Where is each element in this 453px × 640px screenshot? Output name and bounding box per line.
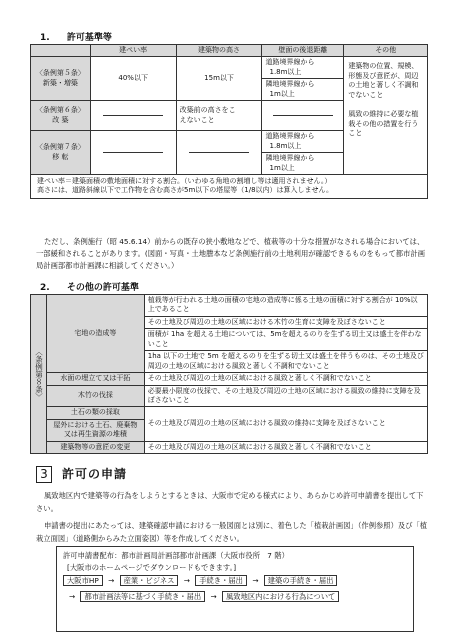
row-label: 〈条例第６条〉 改 築: [31, 101, 91, 131]
side-label: 〈条例第８条〉: [34, 347, 44, 401]
section3-para2: 申請書の提出にあたっては、建築確認申請における一般図面とは別に、着色した「植栽計画図」（作例参照）及び「植栽立面図」（道路側からみた立面姿図）等を作成してください。: [36, 521, 428, 543]
setback-cell: 道路境界線から 1.8m以上 隣地境界線から 1m以上: [262, 57, 344, 101]
criteria-label: 屋外における土石、廃棄物又は再生資源の堆積: [46, 419, 144, 441]
table-header-other: その他: [344, 45, 428, 57]
arrow-icon: →: [183, 576, 190, 586]
section3-heading: [36, 466, 127, 483]
table-header-setback: 壁面の後退距離: [262, 45, 344, 57]
table-row: [31, 373, 428, 385]
table-row: [31, 407, 428, 419]
criteria-item: その土地及び周辺の土地の区域における木竹の生育に支障を及ぼさないこと: [144, 316, 427, 328]
other-cell: 建築物の位置、規模、形態及び意匠が、周辺の土地と著しく不調和でないこと 風致の維持に必要な植栽その他の措置を行うこと: [344, 57, 428, 175]
section1-title: 許可基準等: [66, 33, 112, 43]
arrow-icon: →: [210, 592, 217, 602]
bcr-cell: [90, 131, 176, 175]
table-footnote-row: [31, 174, 428, 198]
section2-title: その他の許可基準: [66, 283, 139, 293]
row-label: 〈条例第７条〉 移 転: [31, 131, 91, 175]
criteria-label: 宅地の造成等: [46, 295, 144, 373]
bcr-cell: 40%以下: [90, 57, 176, 101]
table-row: [31, 441, 428, 453]
arrow-icon: →: [108, 576, 115, 586]
section2-heading: [40, 282, 139, 294]
setback-cell: [262, 101, 344, 131]
side-label-cell: [31, 295, 47, 454]
table-header-bcr: 建ぺい率: [90, 45, 176, 57]
table-row: [31, 295, 428, 317]
criteria-item: 植栽等が行われる土地の面積の宅地の造成等に係る土地の面積に対する割合が 10%以上であること: [144, 295, 427, 317]
section3-number: 3: [36, 466, 52, 483]
nav-link-industry-business[interactable]: 産業・ビジネス: [120, 575, 179, 586]
criteria-label: 木竹の伐採: [46, 385, 144, 407]
criteria-label: 水面の埋立て又は干拓: [46, 373, 144, 385]
section3-title: 許可の申請: [62, 467, 128, 482]
download-note: [大阪市のホームページでダウンロードもできます。]: [67, 562, 237, 572]
footnote-height: 高さには、道路斜線以下で工作物を含む高さが5m以下の塔屋等（1/8以内）は算入しません。: [37, 186, 333, 195]
permit-criteria-table: [30, 44, 428, 199]
criteria-label: 建築物等の意匠の変更: [46, 441, 144, 453]
section1-number: 1.: [40, 33, 50, 43]
setback-cell: 道路境界線から 1.8m以上 隣地境界線から 1m以上: [262, 131, 344, 175]
criteria-item: その土地及び周辺の土地の区域における風致と著しく不調和でないこと: [144, 373, 427, 385]
nav-link-procedures[interactable]: 手続き・届出: [195, 575, 247, 586]
nav-path-line2: [63, 591, 407, 603]
table-header-height: 建築物の高さ: [176, 45, 262, 57]
height-cell: [176, 131, 262, 175]
nav-link-building-procedures[interactable]: 建築の手続き・届出: [264, 575, 338, 586]
height-cell: 改築前の高さをこ えないこと: [176, 101, 262, 131]
nav-link-osaka-hp[interactable]: 大阪市HP: [63, 575, 103, 586]
criteria-item: 面積が 1ha を超える土地については、5mを超えるのりを生ずる切土又は盛土を伴わないこと: [144, 329, 427, 351]
nav-link-city-planning-procedures[interactable]: 都市計画法等に基づく手続き・届出: [80, 591, 205, 602]
row-label: 〈条例第５条〉 新築・増築: [31, 57, 91, 101]
footnote-bcr: 建ぺい率＝建築面積の敷地面積に対する割合。（いわゆる角地の割増し等は適用されません。）: [37, 176, 332, 185]
table-row: [31, 385, 428, 407]
criteria-item: その土地及び周辺の土地の区域における風致の維持に支障を及ぼさないこと: [144, 407, 427, 441]
arrow-icon: →: [69, 592, 76, 602]
arrow-icon: →: [252, 576, 259, 586]
bcr-cell: [90, 101, 176, 131]
section3-para1: 風致地区内で建築等の行為をしようとするときは、大阪市で定める様式により、あらかじめ許可申請書を提出して下さい。: [36, 491, 424, 513]
criteria-item: 1ha 以下の土地で 5m を超えるのりを生ずる切土又は盛土を伴うものは、その土地及び周辺の土地の区域における風致と著しく不調和でないこと: [144, 351, 427, 373]
section1-heading: [40, 32, 112, 44]
section2-number: 2.: [40, 283, 50, 293]
table-header-blank: [31, 45, 91, 57]
table-row: [31, 57, 428, 101]
criteria-label: 土石の類の採取: [46, 407, 144, 419]
section1-note: ただし、条例施行（昭 45.6.14）前からの既存の狭小敷地などで、植栽等の十分な措置がなされる場合においては、一部緩和されることがあります。(図面・写真・土地謄本など条例施行前の土地利用が確認できるものをもって都市計画局計画部都市計画課に相談してください。）: [36, 237, 425, 271]
other-criteria-table: [30, 294, 428, 454]
height-cell: 15m以下: [176, 57, 262, 101]
criteria-item: その土地及び周辺の土地の区域における風致と著しく不調和でないこと: [144, 441, 427, 453]
criteria-item: 必要最小限度の伐採で、その土地及び周辺の土地の区域における風致の維持に支障を及ぼさないこと: [144, 385, 427, 407]
distribution-info: 許可申請書配布：都市計画局計画部都市計画課（大阪市役所 7 階）: [63, 551, 289, 560]
nav-link-scenic-district-acts[interactable]: 風致地区内における行為について: [222, 591, 339, 602]
reference-box: [56, 546, 414, 632]
nav-path-line1: [63, 575, 407, 587]
